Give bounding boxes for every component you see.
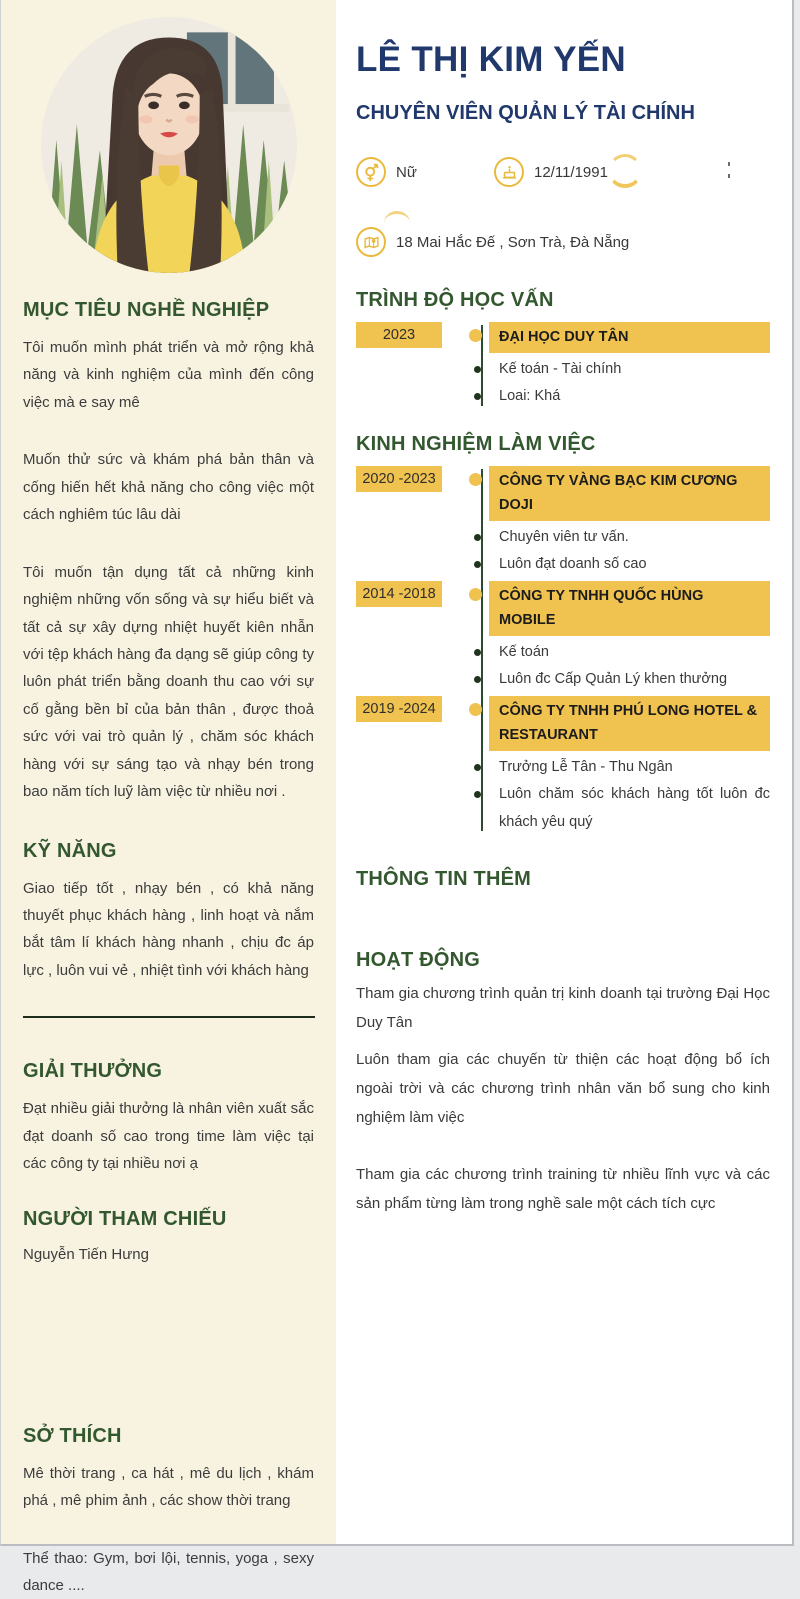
activities-paragraph: Tham gia chương trình quản trị kinh doanh tại trường Đại Học Duy Tân xyxy=(356,980,770,1038)
gender-row xyxy=(356,157,417,187)
awards-text: Đạt nhiều giải thưởng là nhân viên xuất sắc đạt doanh số cao trong time làm việc tại các công ty tại nhiều nơi ạ xyxy=(23,1095,314,1177)
company-name: CÔNG TY VÀNG BẠC KIM CƯƠNG DOJI xyxy=(489,466,770,521)
objective-paragraph: Tôi muốn tận dụng tất cả những kinh nghiệm những vốn sống và sự hiểu biết và tất cả sự xây dựng nhiệt huyết kiên nhẫn với tệp khách hàng đa dạng sẽ giúp công ty luôn phát triển bằng doanh thu cao với sự cố gằng bền bỉ của bản thân , được thoả sức với vai trò quản lý , chăm sóc khách hàng với sự sáng tạo và nhạy bén trong bao năm tích luỹ làm việc từ nhiều nơi . xyxy=(23,559,314,806)
education-detail: Kế toán - Tài chính xyxy=(489,356,770,384)
address-row xyxy=(356,227,629,257)
experience-detail: Kế toán xyxy=(489,639,770,667)
hobbies-heading: SỞ THÍCH xyxy=(23,1425,314,1448)
experience-period: 2019 -2024 xyxy=(356,696,442,722)
experience-detail: Trưởng Lễ Tân - Thu Ngân xyxy=(489,754,770,782)
experience-period: 2020 -2023 xyxy=(356,466,442,492)
company-name: CÔNG TY TNHH QUỐC HÙNG MOBILE xyxy=(489,581,770,636)
map-location-icon xyxy=(356,227,386,257)
gender-value: Nữ xyxy=(396,164,417,181)
education-detail: Loai: Khá xyxy=(489,383,770,411)
experience-period: 2014 -2018 xyxy=(356,581,442,607)
gender-icon xyxy=(356,157,386,187)
hobbies-paragraph: Mê thời trang , ca hát , mê du lịch , khám phá , mê phim ảnh , các show thời trang xyxy=(23,1460,314,1515)
experience-detail: Luôn đc Cấp Quản Lý khen thưởng xyxy=(489,666,770,694)
experience-timeline xyxy=(356,466,770,836)
experience-entry xyxy=(356,466,770,579)
section-hobbies xyxy=(23,1425,314,1599)
section-objective xyxy=(23,299,314,806)
experience-detail: Luôn chăm sóc khách hàng tốt luôn đc khách yêu quý xyxy=(489,781,770,836)
additional-info-heading: THÔNG TIN THÊM xyxy=(356,868,770,891)
erased-icon-remnant xyxy=(608,154,642,188)
activities-paragraph: Luôn tham gia các chuyến từ thiện các hoạt động bổ ích ngoài trời và các chương trình nhân văn bổ sung cho kinh nghiệm làm việc xyxy=(356,1046,770,1132)
references-heading: NGƯỜI THAM CHIẾU xyxy=(23,1208,314,1231)
company-name: CÔNG TY TNHH PHÚ LONG HOTEL & RESTAURANT xyxy=(489,696,770,751)
experience-detail: Luôn đạt doanh số cao xyxy=(489,551,770,579)
experience-entry xyxy=(356,581,770,694)
awards-heading: GIẢI THƯỞNG xyxy=(23,1060,314,1083)
skills-text: Giao tiếp tốt , nhạy bén , có khả năng thuyết phục khách hàng , linh hoạt và nắm bắt tâm lí khách hàng nhanh , chịu đc áp lực , luôn vui vẻ , nhiệt tình với khách hàng xyxy=(23,875,314,985)
activities-heading: HOẠT ĐỘNG xyxy=(356,949,770,972)
skills-heading: KỸ NĂNG xyxy=(23,840,314,863)
section-references xyxy=(23,1208,314,1267)
experience-heading: KINH NGHIỆM LÀM VIỆC xyxy=(356,433,770,456)
objective-heading: MỤC TIÊU NGHỀ NGHIỆP xyxy=(23,299,314,322)
profile-photo-illustration xyxy=(41,17,297,273)
erased-text-remnant xyxy=(728,162,730,178)
activities-paragraph: Tham gia các chương trình training từ nhiều lĩnh vực và các sản phẩm từng làm trong nghề sale một cách tích cực xyxy=(356,1161,770,1219)
section-skills xyxy=(23,840,314,1019)
education-timeline xyxy=(356,322,770,411)
birthday-value: 12/11/1991 xyxy=(534,164,608,181)
hobbies-paragraph: Thể thao: Gym, bơi lội, tennis, yoga , sexy dance .... xyxy=(23,1545,314,1599)
education-entry xyxy=(356,322,770,411)
experience-detail: Chuyên viên tư vấn. xyxy=(489,524,770,552)
erased-icon-remnant xyxy=(384,211,410,223)
objective-paragraph: Tôi muốn mình phát triển và mở rộng khả năng và kinh nghiệm của mình đến công việc mà e say mê xyxy=(23,334,314,416)
birthday-row xyxy=(494,157,608,187)
experience-entry xyxy=(356,696,770,836)
school-name: ĐẠI HỌC DUY TÂN xyxy=(489,322,770,353)
education-heading: TRÌNH ĐỘ HỌC VẤN xyxy=(356,289,770,312)
job-title: CHUYÊN VIÊN QUẢN LÝ TÀI CHÍNH xyxy=(356,102,770,125)
person-name: LÊ THỊ KIM YẾN xyxy=(356,40,770,80)
reference-name: Nguyễn Tiến Hưng xyxy=(23,1243,314,1267)
section-awards xyxy=(23,1060,314,1177)
sidebar xyxy=(1,0,336,1544)
main-column xyxy=(336,0,792,1544)
education-period: 2023 xyxy=(356,322,442,348)
contact-info xyxy=(356,151,770,261)
profile-photo xyxy=(41,17,297,273)
address-value: 18 Mai Hắc Đế , Sơn Trà, Đà Nẵng xyxy=(396,234,629,251)
birthday-cake-icon xyxy=(494,157,524,187)
objective-paragraph: Muốn thử sức và khám phá bản thân và cống hiến hết khả năng cho công việc một cách nghiêm túc lâu dài xyxy=(23,446,314,528)
divider xyxy=(23,1016,315,1018)
